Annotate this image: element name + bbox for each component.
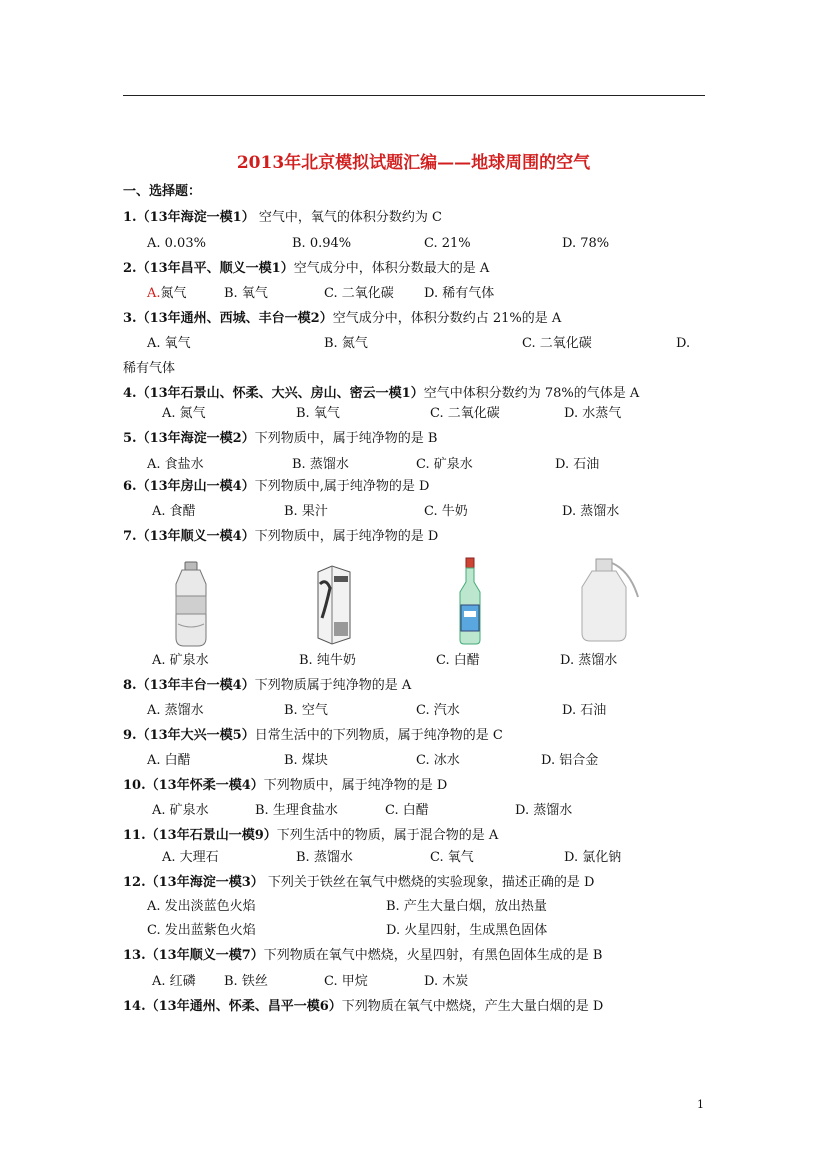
q6-option-b: B. 果汁 — [284, 504, 328, 519]
q4-option-b: B. 氧气 — [296, 406, 340, 421]
white-vinegar-bottle-image — [455, 557, 485, 645]
mineral-water-bottle-image — [168, 560, 214, 648]
q2-option-a: A.氮气 — [147, 286, 187, 301]
q13-option-c: C. 甲烷 — [324, 974, 368, 989]
q1-option-b: B. 0.94% — [292, 236, 352, 251]
q5-option-c: C. 矿泉水 — [416, 457, 473, 472]
q2-option-c: C. 二氧化碳 — [324, 286, 394, 301]
q11-option-a: A. 大理石 — [162, 850, 219, 865]
q10-option-b: B. 生理食盐水 — [255, 803, 338, 818]
q5-option-a: A. 食盐水 — [147, 457, 204, 472]
q3-option-d-text: 稀有气体 — [123, 361, 176, 376]
q13-option-d: D. 木炭 — [424, 974, 469, 989]
q2-option-d: D. 稀有气体 — [424, 286, 495, 301]
question-9: 9.（13年大兴一模5）日常生活中的下列物质，属于纯净物的是 C — [123, 728, 503, 743]
question-1: 1.（13年海淀一模1） 空气中，氧气的体积分数约为 C — [123, 210, 442, 225]
q5-option-d: D. 石油 — [555, 457, 600, 472]
question-6: 6.（13年房山一模4）下列物质中,属于纯净物的是 D — [123, 479, 430, 494]
question-8: 8.（13年丰台一模4）下列物质属于纯净物的是 A — [123, 678, 412, 693]
question-11: 11.（13年石景山一模9）下列生活中的物质，属于混合物的是 A — [123, 828, 499, 843]
q12-option-c: C. 发出蓝紫色火焰 — [147, 923, 256, 938]
question-13: 13.（13年顺义一模7）下列物质在氧气中燃烧，火星四射，有黑色固体生成的是 B — [123, 948, 603, 963]
q4-option-a: A. 氮气 — [162, 406, 206, 421]
q9-option-d: D. 铝合金 — [541, 753, 599, 768]
q8-option-c: C. 汽水 — [416, 703, 460, 718]
q7-option-b: B. 纯牛奶 — [299, 653, 356, 668]
q10-option-a: A. 矿泉水 — [152, 803, 209, 818]
q12-option-d: D. 火星四射，生成黑色固体 — [386, 923, 548, 938]
question-2: 2.（13年昌平、顺义一模1）空气成分中，体积分数最大的是 A — [123, 261, 490, 276]
question-3: 3.（13年通州、西城、丰台一模2）空气成分中，体积分数约占 21%的是 A — [123, 311, 562, 326]
q11-option-d: D. 氯化钠 — [564, 850, 622, 865]
q13-option-a: A. 红磷 — [152, 974, 196, 989]
q6-option-c: C. 牛奶 — [424, 504, 468, 519]
page-number: 1 — [697, 1098, 704, 1111]
q11-option-b: B. 蒸馏水 — [296, 850, 353, 865]
q13-option-b: B. 铁丝 — [224, 974, 268, 989]
question-14: 14.（13年通州、怀柔、昌平一模6）下列物质在氧气中燃烧，产生大量白烟的是 D — [123, 999, 604, 1014]
q10-option-c: C. 白醋 — [385, 803, 429, 818]
distilled-water-bottle-image — [578, 557, 642, 643]
q1-option-d: D. 78% — [562, 236, 610, 251]
q7-option-d: D. 蒸馏水 — [560, 653, 618, 668]
q3-option-d-marker: D. — [676, 336, 691, 351]
q1-option-c: C. 21% — [424, 236, 471, 251]
milk-carton-image — [312, 562, 356, 646]
q4-option-d: D. 水蒸气 — [564, 406, 622, 421]
q6-option-a: A. 食醋 — [152, 504, 196, 519]
q11-option-c: C. 氧气 — [430, 850, 474, 865]
question-10: 10.（13年怀柔一模4）下列物质中，属于纯净物的是 D — [123, 778, 448, 793]
question-4: 4.（13年石景山、怀柔、大兴、房山、密云一模1）空气中体积分数约为 78%的气体是 A — [123, 386, 640, 401]
q6-option-d: D. 蒸馏水 — [562, 504, 620, 519]
q10-option-d: D. 蒸馏水 — [515, 803, 573, 818]
q12-option-b: B. 产生大量白烟，放出热量 — [386, 899, 547, 914]
q5-option-b: B. 蒸馏水 — [292, 457, 349, 472]
q3-option-a: A. 氧气 — [147, 336, 191, 351]
q3-option-b: B. 氮气 — [324, 336, 368, 351]
question-7: 7.（13年顺义一模4）下列物质中，属于纯净物的是 D — [123, 529, 439, 544]
q8-option-d: D. 石油 — [562, 703, 607, 718]
q9-option-b: B. 煤块 — [284, 753, 328, 768]
q1-option-a: A. 0.03% — [147, 236, 206, 251]
header-rule — [123, 95, 705, 96]
q4-option-c: C. 二氧化碳 — [430, 406, 500, 421]
question-5: 5.（13年海淀一模2）下列物质中，属于纯净物的是 B — [123, 431, 438, 446]
q12-option-a: A. 发出淡蓝色火焰 — [147, 899, 256, 914]
section-heading: 一、选择题： — [123, 184, 202, 199]
question-12: 12.（13年海淀一模3） 下列关于铁丝在氧气中燃烧的实验现象，描述正确的是 D — [123, 875, 595, 890]
q9-option-a: A. 白醋 — [147, 753, 191, 768]
q8-option-a: A. 蒸馏水 — [147, 703, 204, 718]
q9-option-c: C. 冰水 — [416, 753, 460, 768]
q3-option-c: C. 二氧化碳 — [522, 336, 592, 351]
q7-option-c: C. 白醋 — [436, 653, 480, 668]
q8-option-b: B. 空气 — [284, 703, 328, 718]
q2-option-b: B. 氧气 — [224, 286, 268, 301]
document-title: 2013年北京模拟试题汇编——地球周围的空气 — [236, 153, 591, 173]
q7-option-a: A. 矿泉水 — [152, 653, 209, 668]
